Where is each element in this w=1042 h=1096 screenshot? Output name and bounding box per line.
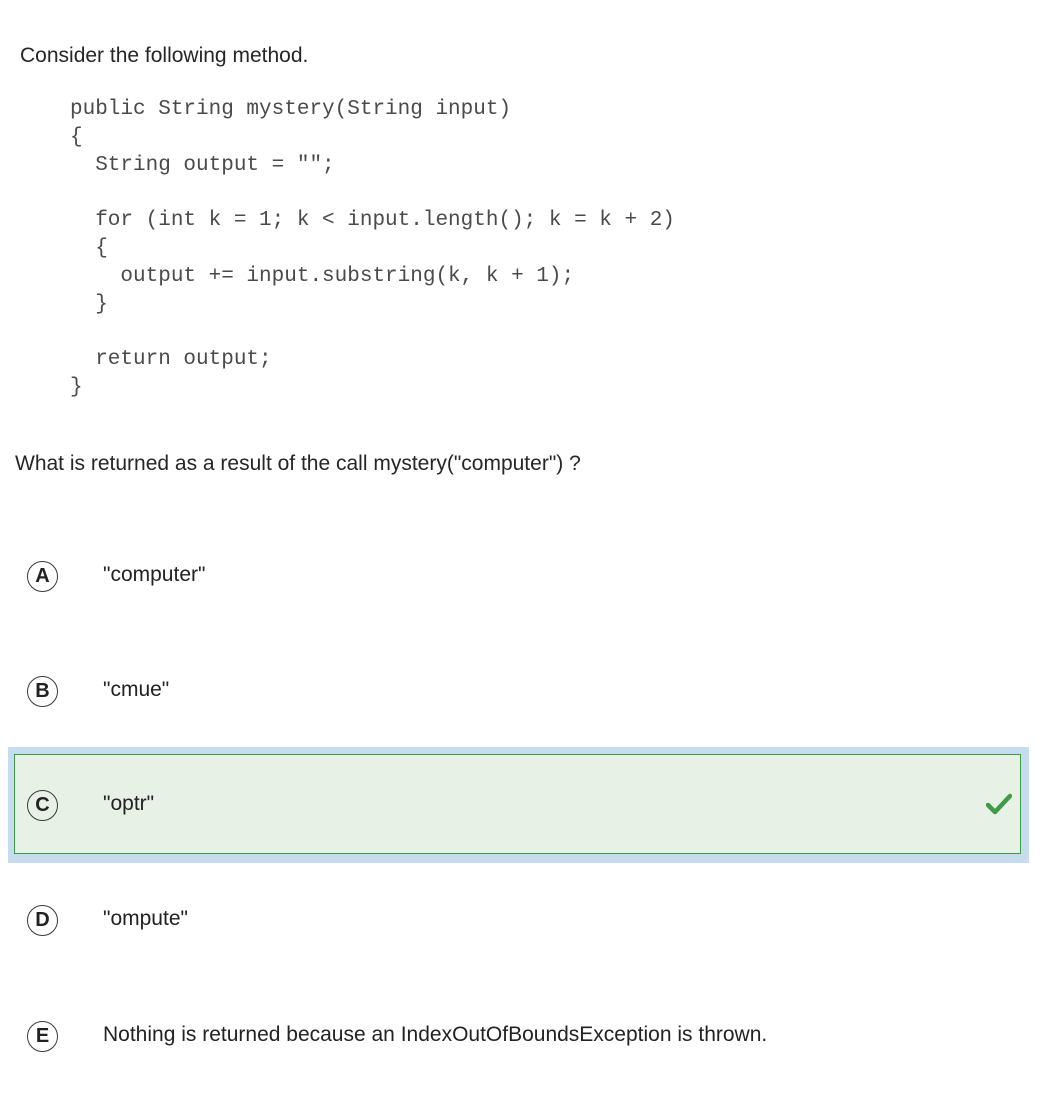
- question-intro: Consider the following method.: [20, 44, 309, 67]
- choice-letter-badge: D: [27, 905, 58, 936]
- choice-letter-badge: C: [27, 790, 58, 821]
- code-line: {: [70, 126, 83, 149]
- choice-letter-badge: B: [27, 676, 58, 707]
- code-line: for (int k = 1; k < input.length(); k = k + 2): [70, 209, 675, 232]
- code-line: {: [70, 237, 108, 260]
- choice-text: "ompute": [103, 907, 188, 930]
- choice-letter-badge: E: [27, 1021, 58, 1052]
- answer-choice-a[interactable]: [0, 561, 1042, 601]
- code-line: }: [70, 376, 83, 399]
- answer-choice-b[interactable]: [0, 676, 1042, 716]
- answer-choice-e[interactable]: [0, 1021, 1042, 1061]
- code-block: [70, 96, 675, 402]
- choice-text: Nothing is returned because an IndexOutOfBoundsException is thrown.: [103, 1023, 768, 1046]
- code-line: }: [70, 293, 108, 316]
- answer-choice-d[interactable]: [0, 905, 1042, 945]
- question-text: What is returned as a result of the call mystery("computer") ?: [15, 452, 581, 475]
- choice-text: "optr": [103, 792, 155, 815]
- answer-choice-c[interactable]: [0, 790, 1042, 830]
- choice-text: "computer": [103, 563, 206, 586]
- code-line: return output;: [70, 348, 272, 371]
- code-line: String output = "";: [70, 154, 335, 177]
- choice-letter-badge: A: [27, 561, 58, 592]
- code-line: output += input.substring(k, k + 1);: [70, 265, 575, 288]
- choice-text: "cmue": [103, 678, 170, 701]
- code-line: public String mystery(String input): [70, 98, 512, 121]
